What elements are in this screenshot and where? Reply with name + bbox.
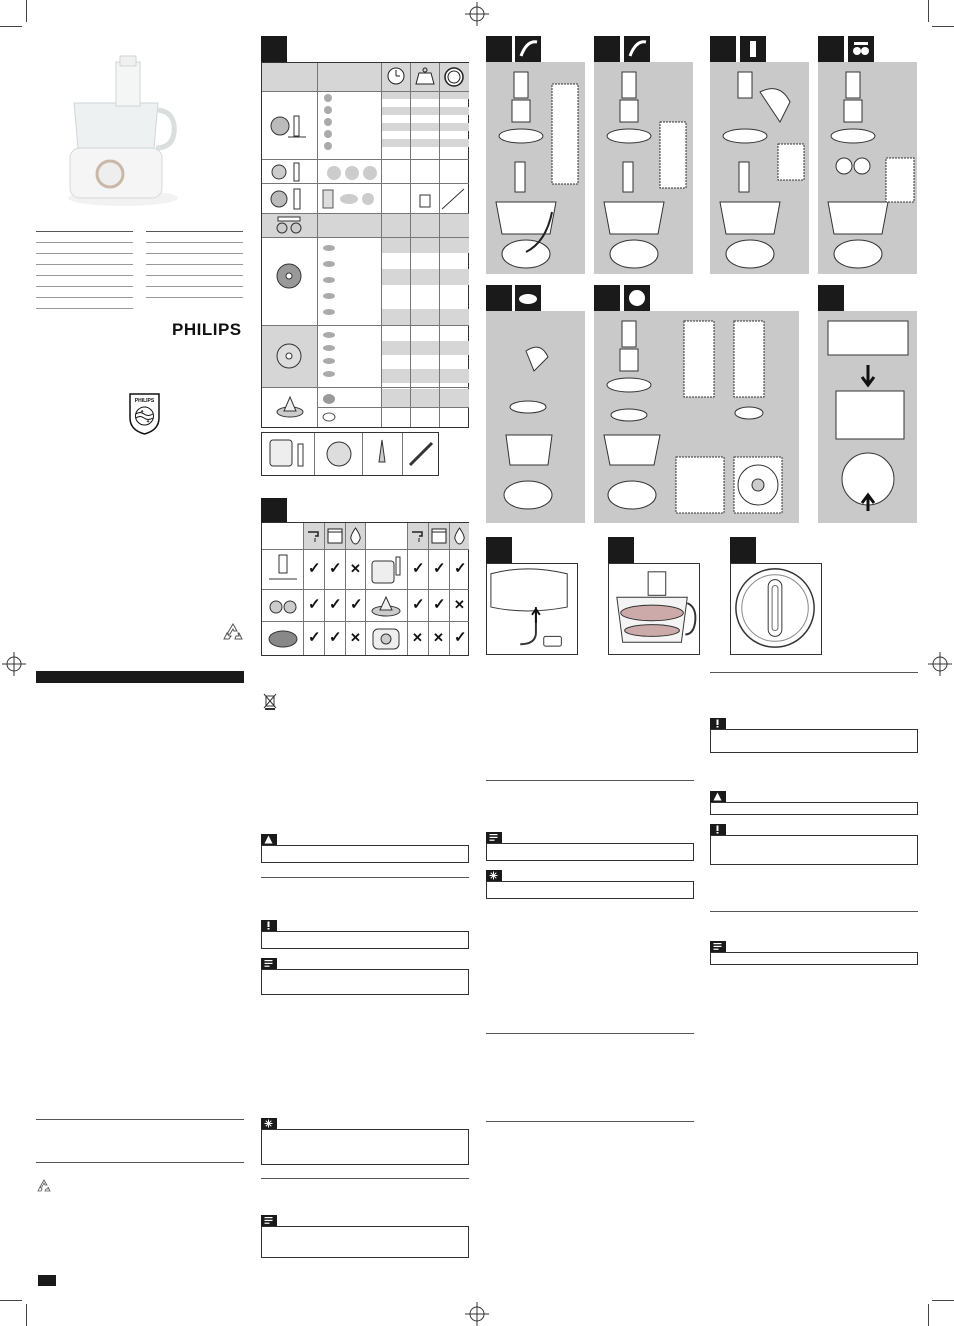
section-rule: [261, 1178, 469, 1179]
cover-rule: [146, 264, 243, 265]
step-number-badge: [486, 285, 512, 311]
food-item-icon: [324, 161, 380, 183]
cover-rule: [36, 275, 133, 276]
blender-tab-icon: [740, 36, 766, 62]
compat-mark: ✓: [329, 596, 342, 613]
cover-rule: [146, 286, 243, 287]
section-rule: [486, 780, 694, 781]
tip-notice-box: [486, 881, 694, 899]
food-item-icon: [320, 93, 338, 155]
caution-notice-header: [261, 920, 277, 931]
tap-water-icon: [410, 527, 426, 545]
crop-mark-bl-v: [26, 1304, 27, 1326]
timer-icon: [386, 66, 406, 86]
cover-rule: [146, 242, 243, 243]
cover-rule-left-top: [36, 231, 133, 232]
compat-mark: ✓: [308, 560, 321, 577]
compat-mark: ✓: [433, 560, 446, 577]
crop-mark-bl-h: [0, 1300, 22, 1301]
compat-mark: ✓: [308, 629, 321, 646]
weee-bin-icon: [263, 692, 277, 710]
caution-icon: [264, 921, 273, 930]
compat-mark: ✕: [412, 630, 423, 645]
section-rule: [710, 672, 918, 673]
compat-mark: ✓: [454, 629, 467, 646]
assembly-panel-grater: [594, 62, 693, 274]
step-number-badge: [818, 36, 844, 62]
page-tab-marker: [38, 1275, 56, 1286]
step-number-badge: [594, 285, 620, 311]
section-rule: [36, 1162, 244, 1163]
warning-icon: [713, 792, 722, 801]
assembly-diagram: [710, 62, 809, 274]
step-number-badge: [486, 36, 512, 62]
cover-rule-right-top: [146, 231, 243, 232]
caution-notice-header: [710, 718, 726, 729]
note-notice-header: [261, 1215, 277, 1226]
assembly-panel-whisk: [818, 62, 917, 274]
section-rule: [710, 911, 918, 912]
cover-rule: [36, 308, 133, 309]
caution-notice-box: [710, 729, 918, 753]
knife-icon: [406, 439, 436, 469]
step-number-badge: [486, 537, 512, 563]
assembly-panel-citrus: [486, 311, 585, 523]
bowl-with-disc-illustration: [608, 563, 700, 655]
crop-mark-tr-h: [932, 26, 954, 27]
note-notice-box: [261, 969, 469, 995]
tip-notice-box: [261, 1129, 469, 1165]
cover-rule: [36, 253, 133, 254]
food-item-icon: [320, 391, 338, 425]
cover-rule: [146, 253, 243, 254]
weight-icon: [414, 66, 436, 86]
note-icon: [264, 959, 273, 968]
tip-notice-header: [486, 870, 502, 881]
step-number-badge: [261, 36, 287, 62]
citrus-press-icon: [274, 393, 306, 419]
caution-icon: [713, 719, 722, 728]
accessories-table: [261, 432, 439, 476]
food-item-icon: [320, 187, 378, 211]
svg-text:✦: ✦: [146, 419, 151, 425]
note-icon: [489, 833, 498, 842]
step-number-badge: [261, 498, 287, 524]
assembly-diagram: [818, 311, 917, 523]
assembly-diagram: [594, 311, 799, 523]
registration-mark-top: [465, 2, 489, 26]
crop-mark-tl-h: [0, 26, 22, 27]
part-whisk-icon: [266, 593, 300, 619]
philips-wordmark: PHILIPS: [172, 320, 242, 339]
registration-mark-left: [2, 652, 26, 676]
cover-rule: [146, 297, 243, 298]
compat-mark: ✓: [308, 596, 321, 613]
power-cord-illustration: [486, 563, 578, 655]
assembly-panel-chopper: [486, 62, 585, 274]
tip-notice-header: [261, 1118, 277, 1129]
registration-mark-bottom: [465, 1302, 489, 1326]
part-disc-icon: [266, 625, 300, 653]
crop-mark-br-h: [932, 1300, 954, 1301]
assembly-diagram: [486, 311, 585, 523]
compat-mark: ✕: [350, 630, 361, 645]
part-citrus-icon: [368, 593, 404, 619]
step-number-badge: [608, 537, 634, 563]
assembly-diagram: [818, 62, 917, 274]
disc-icon: [443, 66, 465, 88]
assembly-diagram: [486, 62, 585, 274]
caution-icon: [713, 825, 722, 834]
grating-disc-tab-icon: [624, 36, 650, 62]
step-number-badge: [710, 36, 736, 62]
registration-mark-right: [928, 652, 952, 676]
part-jar-icon: [368, 553, 404, 587]
svg-text:✦: ✦: [140, 409, 145, 415]
double-whisk-icon: [272, 215, 306, 235]
chopper-blade-icon: [266, 111, 312, 141]
note-icon: [713, 942, 722, 951]
crop-mark-tl-v: [26, 0, 27, 22]
no-disc-icon: [412, 187, 467, 211]
slicing-disc-icon: [274, 261, 304, 291]
compat-mark: ✓: [329, 560, 342, 577]
cover-rule: [36, 297, 133, 298]
whisk-tab-icon: [848, 36, 874, 62]
spatula-icon: [374, 438, 390, 470]
caution-notice-box: [710, 835, 918, 865]
warning-icon: [264, 835, 273, 844]
cleaning-table: [261, 522, 469, 656]
warning-notice-box: [261, 845, 469, 863]
tip-icon: [489, 871, 498, 880]
dishwasher-icon: [327, 527, 343, 545]
lid-top-view-illustration: [730, 563, 822, 655]
caution-notice-box: [261, 931, 469, 949]
recycle-small-icon: [36, 1178, 52, 1194]
compat-mark: ✕: [433, 630, 444, 645]
oil-drop-icon: [452, 527, 467, 545]
note-notice-box: [710, 952, 918, 965]
accessory-jar-icon: [266, 436, 310, 472]
section-rule: [486, 1121, 694, 1122]
disc-tab-icon: [624, 285, 650, 311]
slicing-disc-tab-icon: [515, 36, 541, 62]
part-blade-unit-icon: [266, 553, 300, 587]
food-item-icon: [320, 241, 338, 323]
tip-icon: [264, 1119, 273, 1128]
compat-mark: ✕: [454, 597, 465, 612]
kneading-tool-icon: [266, 161, 312, 183]
grating-disc-icon: [274, 341, 304, 371]
compat-mark: ✓: [412, 596, 425, 613]
note-notice-box: [486, 843, 694, 861]
step-number-badge: [818, 285, 844, 311]
cover-rule: [146, 275, 243, 276]
assembly-panel-storage: [818, 311, 917, 523]
philips-shield-logo: [128, 392, 161, 436]
compat-mark: ✓: [412, 560, 425, 577]
step-number-badge: [594, 36, 620, 62]
processing-table: [261, 62, 469, 428]
dishwasher-icon: [431, 527, 447, 545]
compat-mark: ✓: [329, 629, 342, 646]
assembly-panel-discs: [594, 311, 799, 523]
assembly-panel-blender: [710, 62, 809, 274]
compat-mark: ✓: [454, 560, 467, 577]
oil-drop-icon: [348, 527, 363, 545]
step-number-badge: [730, 537, 756, 563]
section-rule: [486, 1033, 694, 1034]
compat-mark: ✕: [350, 561, 361, 576]
warning-notice-box: [710, 802, 918, 815]
compat-mark: ✓: [433, 596, 446, 613]
note-icon: [264, 1216, 273, 1225]
section-rule: [261, 877, 469, 878]
cover-rule: [36, 242, 133, 243]
note-notice-header: [486, 832, 502, 843]
assembly-diagram: [594, 62, 693, 274]
recycle-icon: [222, 622, 244, 642]
food-processor-product-image: [58, 48, 188, 208]
blender-jar-icon: [266, 186, 312, 212]
warning-notice-header: [261, 834, 277, 845]
crop-mark-br-v: [928, 1304, 929, 1326]
crop-mark-tr-v: [928, 0, 929, 22]
note-notice-header: [261, 958, 277, 969]
food-item-icon: [320, 329, 338, 385]
warning-notice-header: [710, 791, 726, 802]
cover-rule: [36, 264, 133, 265]
language-section-bar: [36, 671, 244, 683]
note-notice-header: [710, 941, 726, 952]
note-notice-box: [261, 1226, 469, 1258]
compat-mark: ✓: [350, 596, 363, 613]
cover-rule: [36, 286, 133, 287]
section-rule: [36, 1119, 244, 1120]
part-base-icon: [370, 625, 402, 653]
tap-water-icon: [306, 527, 322, 545]
accessory-bowl-icon: [324, 438, 354, 470]
shield-wordmark: PHILIPS: [134, 398, 155, 404]
citrus-tab-icon: [515, 285, 541, 311]
caution-notice-header: [710, 824, 726, 835]
